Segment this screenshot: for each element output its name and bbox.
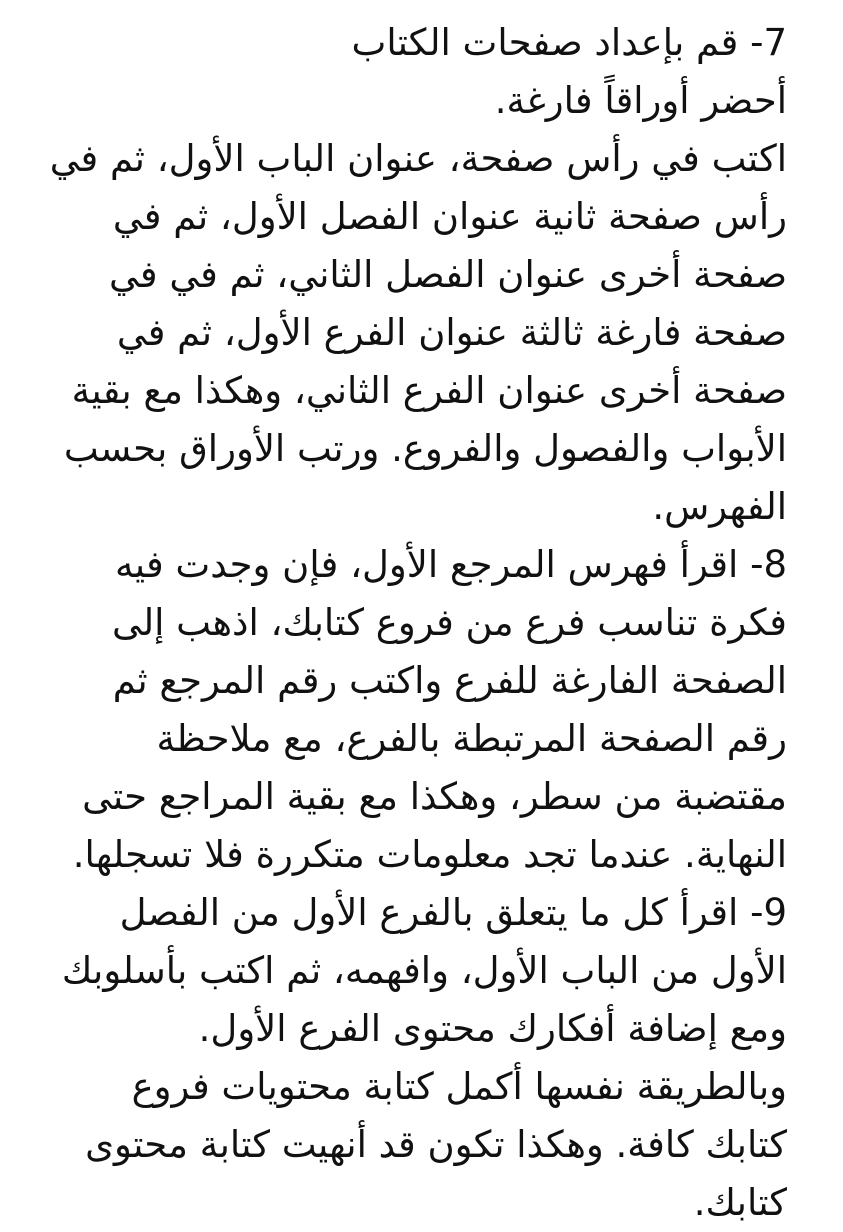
step-8-line: 8- اقرأ فهرس المرجع الأول، فإن وجدت فيه bbox=[114, 543, 787, 586]
text-line: رأس صفحة ثانية عنوان الفصل الأول، ثم في bbox=[112, 195, 787, 238]
text-line: مقتضبة من سطر، وهكذا مع بقية المراجع حتى bbox=[82, 775, 787, 818]
text-line: كتابك. bbox=[693, 1181, 787, 1224]
text-line: صفحة أخرى عنوان الفرع الثاني، وهكذا مع بقية bbox=[71, 369, 787, 412]
text-line: صفحة أخرى عنوان الفصل الثاني، ثم في في bbox=[109, 253, 787, 296]
text-line: الصفحة الفارغة للفرع واكتب رقم المرجع ثم bbox=[112, 659, 787, 702]
text-line: وبالطريقة نفسها أكمل كتابة محتويات فروع bbox=[131, 1065, 787, 1108]
heading-step-7: 7- قم بإعداد صفحات الكتاب bbox=[351, 21, 787, 64]
text-line: ومع إضافة أفكارك محتوى الفرع الأول. bbox=[198, 1007, 787, 1050]
text-line: رقم الصفحة المرتبطة بالفرع، مع ملاحظة bbox=[156, 717, 787, 760]
text-line: كتابك كافة. وهكذا تكون قد أنهيت كتابة محتوى bbox=[85, 1123, 787, 1166]
text-line: الفهرس. bbox=[652, 485, 787, 528]
text-line: النهاية. عندما تجد معلومات متكررة فلا تسجلها. bbox=[72, 833, 787, 876]
step-9-line: 9- اقرأ كل ما يتعلق بالفرع الأول من الفصل bbox=[119, 891, 787, 934]
text-line: أحضر أوراقاً فارغة. bbox=[494, 79, 787, 122]
text-line: صفحة فارغة ثالثة عنوان الفرع الأول، ثم في bbox=[116, 311, 787, 354]
text-line: اكتب في رأس صفحة، عنوان الباب الأول، ثم في bbox=[49, 137, 787, 180]
text-line: الأول من الباب الأول، وافهمه، ثم اكتب بأسلوبك bbox=[61, 949, 787, 992]
text-line: فكرة تناسب فرع من فروع كتابك، اذهب إلى bbox=[112, 601, 787, 644]
text-line: الأبواب والفصول والفروع. ورتب الأوراق بحسب bbox=[63, 427, 787, 470]
